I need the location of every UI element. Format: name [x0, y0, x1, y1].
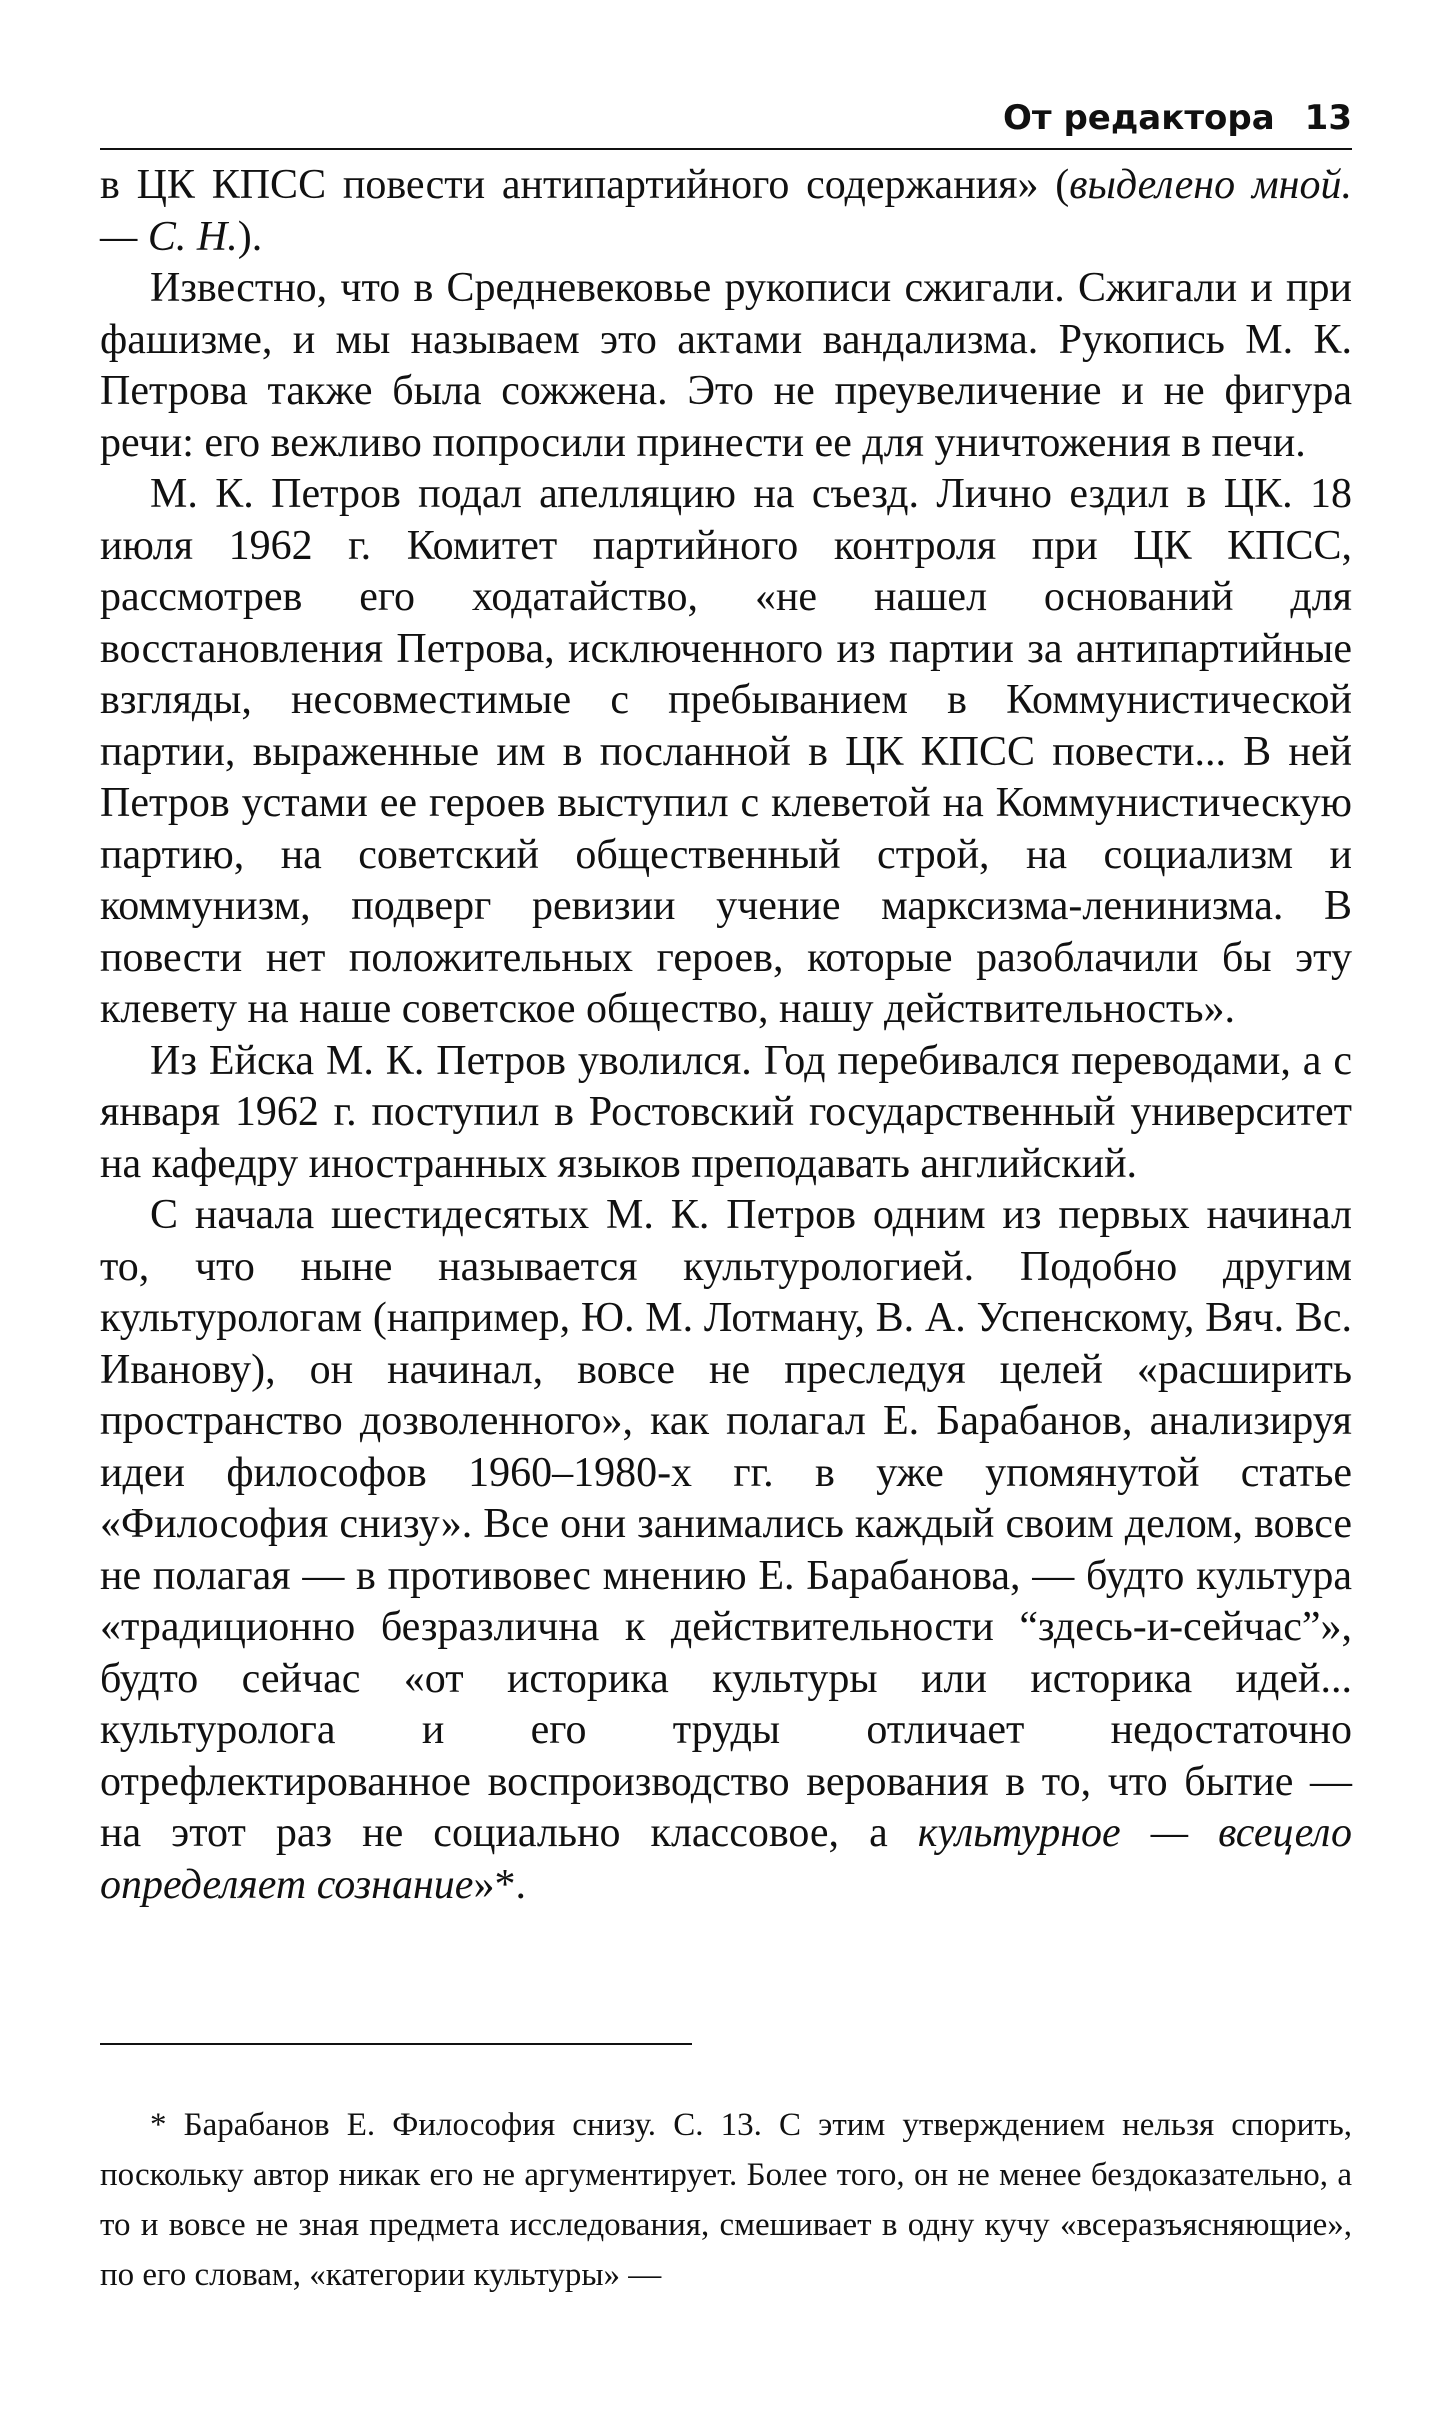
paragraph: М. К. Петров подал апелляцию на съезд. Лично ездил в ЦК. 18 июля 1962 г. Комитет партийного контроля при ЦК КПСС, рассмотрев его ходатайство, «не нашел оснований для восстановления Петрова, исключенного из партии за антипартийные взгляды, несовместимые с пребыванием в Коммунистической партии, выраженные им в посланной в ЦК КПСС повести... В ней Петров устами ее героев выступил с клеветой на Коммунистическую партию, на советский общественный строй, на социализм и коммунизм, подверг ревизии учение марксизма-ленинизма. В повести нет положительных героев, которые разоблачили бы эту клевету на наше советское общество, нашу действительность». [100, 471, 1352, 1032]
paragraph-text: в ЦК КПСС повести антипартийного содержания» ( [100, 162, 1070, 208]
footnote [100, 2100, 1352, 2300]
paragraph: Из Ейска М. К. Петров уволился. Год перебивался переводами, а с января 1962 г. поступил в Ростовский государственный университет на кафедру иностранных языков преподавать английский. [100, 1037, 1352, 1187]
paragraph [100, 160, 1352, 263]
paragraph-end: »*. [473, 1861, 526, 1908]
editor-note: выделено мной. — С. Н. [100, 162, 1352, 260]
footnote-text: * Барабанов Е. Философия снизу. С. 13. С этим утверждением нельзя спорить, поскольку автор никак его не аргументирует. Более того, он не менее бездоказательно, а то и вовсе не зная предмета исследования, смешивает в одну кучу «всеразъясняющие», по его словам, «категории культуры» — [100, 2107, 1352, 2293]
footnote-divider [100, 2043, 692, 2045]
section-title: От редактора [1003, 98, 1275, 138]
main-text [100, 160, 1352, 1911]
emphasized-quote: культурное — всецело определяет сознание [100, 1810, 1353, 1908]
paragraph-end: ). [237, 213, 263, 260]
page-number: 13 [1304, 98, 1352, 138]
paragraph [100, 1190, 1352, 1911]
paragraph-text: С начала шестидесятых М. К. Петров одним из первых начинал то, что ныне называется культурологией. Подобно другим культурологам (например, Ю. М. Лотману, В. А. Успенскому, Вяч. Вс. Иванову), он начинал, вовсе не преследуя целей «расширить пространство дозволенного», как полагал Е. Барабанов, анализируя идеи философов 1960–1980-х гг. в уже упомянутой статье «Философия снизу». Все они занимались каждый своим делом, вовсе не полагая — в противовес мнению Е. Барабанова, — будто культура «традиционно безразлична к действительности “здесь-и-сейчас”», будто сейчас «от историка культуры или историка идей... культуролога и его труды отличает недостаточно отрефлектированное воспроизводство верования в то, что бытие — на этот раз не социально классовое, а [100, 1192, 1352, 1856]
paragraph: Известно, что в Средневековье рукописи сжигали. Сжигали и при фашизме, и мы называем это актами вандализма. Рукопись М. К. Петрова также была сожжена. Это не преувеличение и не фигура речи: его вежливо попросили принести ее для уничтожения в печи. [100, 265, 1352, 466]
running-header [100, 92, 1352, 150]
